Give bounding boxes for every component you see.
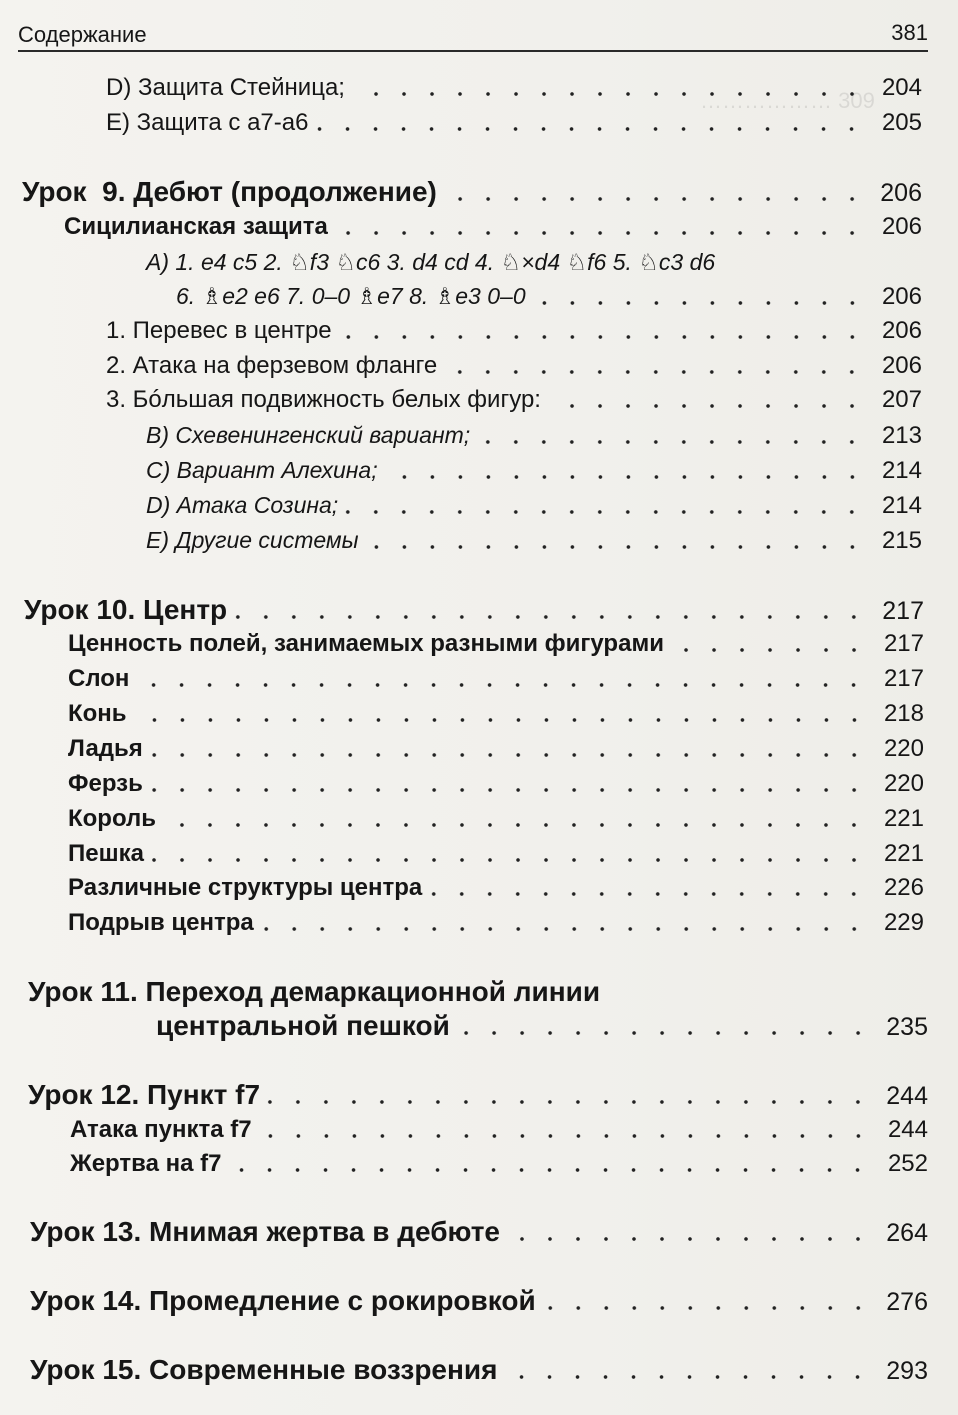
lesson-title: центральной пешкой xyxy=(156,1010,450,1041)
toc-lesson[interactable] xyxy=(30,1216,928,1249)
dot-leader xyxy=(476,439,866,445)
dot-leader xyxy=(670,647,868,653)
section-title: Подрыв центра xyxy=(68,909,254,936)
entry-page: 213 xyxy=(881,422,922,449)
dot-leader xyxy=(542,1305,872,1311)
entry-title: 1. Перевес в центре xyxy=(106,317,332,344)
lesson-title: Урок 13. Мнимая жертва в дебюте xyxy=(30,1216,500,1247)
entry-page: 205 xyxy=(881,109,922,136)
entry-page: 244 xyxy=(887,1116,928,1143)
entry-page: 204 xyxy=(881,74,922,101)
entry-title: 3. Бóльшая подвижность белых фигур: xyxy=(106,386,541,413)
toc-entry[interactable] xyxy=(106,384,922,416)
toc-section[interactable] xyxy=(70,1114,928,1146)
entry-page: 221 xyxy=(883,840,924,867)
entry-page: 229 xyxy=(883,909,924,936)
toc-entry[interactable] xyxy=(106,107,922,139)
toc-section[interactable] xyxy=(70,1148,928,1180)
dot-leader xyxy=(384,474,866,480)
lesson-title: Урок 12. Пункт f7 xyxy=(28,1079,261,1110)
variation-title: A) 1. e4 c5 2. ♘f3 ♘c6 3. d4 cd 4. ♘×d4 ♘f6 5. ♘c3 d6 xyxy=(146,249,716,275)
entry-page: 244 xyxy=(886,1082,928,1110)
toc-lesson[interactable] xyxy=(22,176,922,209)
toc-lesson[interactable] xyxy=(28,1079,928,1112)
lesson-title: Урок 14. Промедление с рокировкой xyxy=(30,1285,536,1316)
entry-page: 218 xyxy=(883,700,924,727)
toc-variation[interactable] xyxy=(146,489,922,522)
dot-leader xyxy=(547,403,866,409)
variation-title: B) Схевенингенский вариант; xyxy=(146,422,471,448)
entry-page: 206 xyxy=(881,283,922,310)
dot-leader xyxy=(149,752,868,758)
section-title: Атака пункта f7 xyxy=(70,1116,252,1143)
toc-section[interactable] xyxy=(68,768,924,800)
entry-page: 217 xyxy=(883,630,924,657)
entry-page: 206 xyxy=(881,352,922,379)
section-title: Конь xyxy=(68,700,127,727)
toc-lesson[interactable] xyxy=(30,1285,928,1318)
section-title: Король xyxy=(68,805,157,832)
variation-title: D) Атака Созина; xyxy=(146,492,339,518)
section-title: Ладья xyxy=(68,735,143,762)
dot-leader xyxy=(456,1030,872,1036)
section-title: Различные структуры центра xyxy=(68,874,423,901)
toc-section[interactable] xyxy=(68,698,924,730)
toc-section[interactable] xyxy=(68,733,924,765)
running-head: Содержание xyxy=(18,22,147,47)
lesson-title: Урок 10. Центр xyxy=(24,594,228,625)
dot-leader xyxy=(149,787,868,793)
dot-leader xyxy=(260,926,868,932)
dot-leader xyxy=(338,334,866,340)
toc-entry[interactable] xyxy=(106,72,922,104)
toc-entry[interactable] xyxy=(106,350,922,382)
entry-title: 2. Атака на ферзевом фланге xyxy=(106,352,438,379)
variation-title: C) Вариант Алехина; xyxy=(146,457,378,483)
toc-section[interactable] xyxy=(68,838,924,870)
page-header xyxy=(18,14,928,52)
entry-page: 207 xyxy=(881,386,922,413)
lesson-title: Урок 9. Дебют (продолжение) xyxy=(22,176,437,207)
entry-title: D) Защита Стейница; xyxy=(106,74,345,101)
entry-page: 214 xyxy=(881,492,922,519)
toc-variation-cont[interactable] xyxy=(176,280,922,313)
variation-title: 6. ♗e2 e6 7. 0–0 ♗e7 8. ♗e3 0–0 xyxy=(176,283,526,309)
dot-leader xyxy=(258,1133,872,1139)
toc-lesson[interactable] xyxy=(24,594,924,627)
entry-page: 206 xyxy=(880,179,922,207)
toc-section[interactable] xyxy=(68,803,924,835)
toc-lesson-cont[interactable] xyxy=(156,1010,928,1043)
dot-leader xyxy=(133,717,868,723)
section-title: Сицилианская защита xyxy=(64,213,328,240)
entry-page: 220 xyxy=(883,770,924,797)
dot-leader xyxy=(443,369,866,375)
section-title: Ценность полей, занимаемых разными фигурами xyxy=(68,630,664,657)
toc-section[interactable] xyxy=(68,628,924,660)
toc-lesson[interactable] xyxy=(28,976,928,1008)
entry-page: 221 xyxy=(883,805,924,832)
entry-page: 235 xyxy=(886,1013,928,1041)
section-title: Ферзь xyxy=(68,770,143,797)
entry-page: 215 xyxy=(881,527,922,554)
dot-leader xyxy=(351,91,866,97)
dot-leader xyxy=(227,1167,872,1173)
toc-section[interactable] xyxy=(68,907,924,939)
dot-leader xyxy=(503,1374,872,1380)
dot-leader xyxy=(443,196,866,202)
entry-page: 217 xyxy=(883,665,924,692)
entry-page: 264 xyxy=(886,1219,928,1247)
dot-leader xyxy=(314,126,866,132)
entry-page: 293 xyxy=(886,1357,928,1385)
lesson-title: Урок 15. Современные воззрения xyxy=(30,1354,498,1385)
dot-leader xyxy=(428,891,868,897)
toc-section[interactable] xyxy=(64,211,922,243)
toc-variation[interactable] xyxy=(146,524,922,557)
toc-variation[interactable] xyxy=(146,454,922,487)
lesson-title: Урок 11. Переход демаркационной линии xyxy=(28,976,601,1007)
entry-page: 276 xyxy=(886,1288,928,1316)
dot-leader xyxy=(135,682,868,688)
dot-leader xyxy=(532,300,866,306)
toc-section[interactable] xyxy=(68,872,924,904)
entry-page: 226 xyxy=(883,874,924,901)
section-title: Жертва на f7 xyxy=(70,1150,222,1177)
section-title: Пешка xyxy=(68,840,144,867)
entry-page: 252 xyxy=(887,1150,928,1177)
toc-variation[interactable] xyxy=(146,419,922,452)
dot-leader xyxy=(334,230,866,236)
toc-section[interactable] xyxy=(68,663,924,695)
entry-page: 206 xyxy=(881,317,922,344)
dot-leader xyxy=(233,614,868,620)
dot-leader xyxy=(150,857,868,863)
page-number: 381 xyxy=(891,20,928,45)
entry-page: 217 xyxy=(882,597,924,625)
entry-page: 220 xyxy=(883,735,924,762)
section-title: Слон xyxy=(68,665,130,692)
toc-entry[interactable] xyxy=(106,315,922,347)
entry-title: E) Защита с a7-a6 xyxy=(106,109,309,136)
bleed-through-text: ……………… 309 xyxy=(700,88,875,113)
dot-leader xyxy=(162,822,868,828)
dot-leader xyxy=(506,1236,872,1242)
dot-leader xyxy=(344,509,866,515)
entry-page: 206 xyxy=(881,213,922,240)
dot-leader xyxy=(365,544,866,550)
toc-lesson[interactable] xyxy=(30,1354,928,1387)
entry-page: 214 xyxy=(881,457,922,484)
dot-leader xyxy=(266,1099,872,1105)
toc-variation[interactable] xyxy=(146,246,922,278)
variation-title: E) Другие системы xyxy=(146,527,359,553)
